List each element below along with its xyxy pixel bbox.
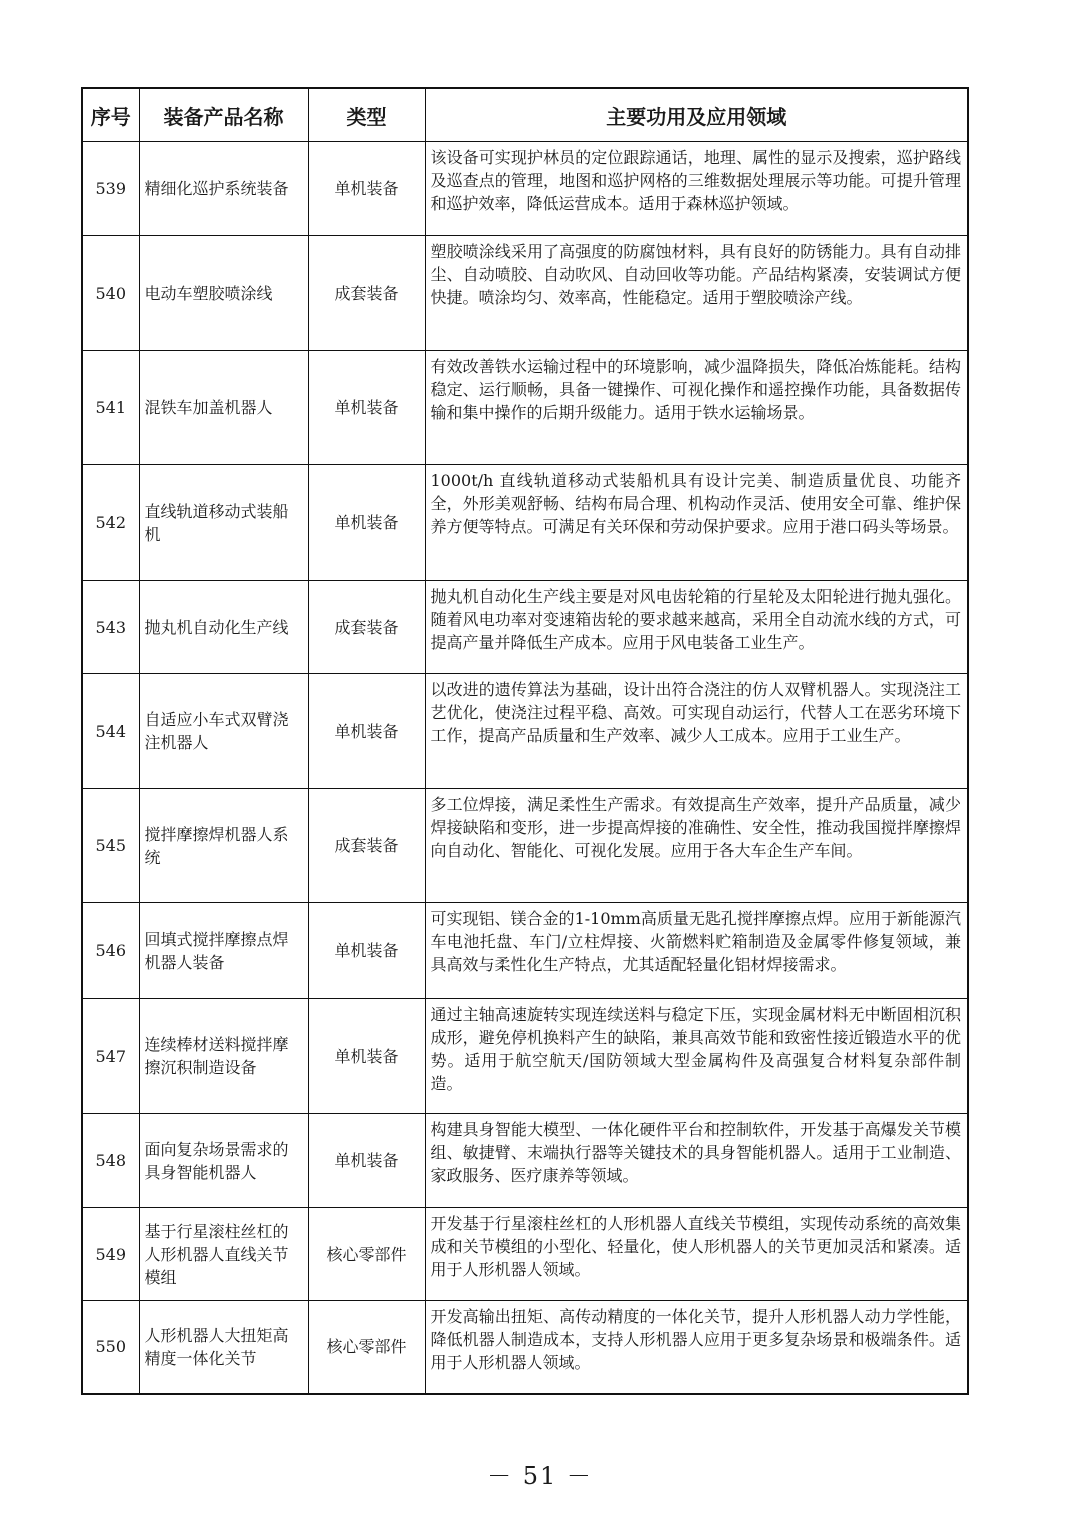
- row-seq: 550: [82, 1301, 139, 1394]
- row-seq: 541: [82, 351, 139, 465]
- table-row: [82, 1114, 968, 1208]
- row-type: 单机装备: [308, 674, 425, 789]
- row-desc: 可实现铝、镁合金的1-10mm高质量无匙孔搅拌摩擦点焊。应用于新能源汽车电池托盘、车门/立柱焊接、火箭燃料贮箱制造及金属零件修复领域，兼具高效与柔性化生产特点，尤其适配轻量化铝材焊接需求。: [425, 903, 968, 999]
- row-type: 成套装备: [308, 581, 425, 674]
- row-name: 自适应小车式双臂浇注机器人: [139, 674, 308, 789]
- row-type: 单机装备: [308, 465, 425, 581]
- row-type: 单机装备: [308, 351, 425, 465]
- header-name: 装备产品名称: [139, 88, 308, 142]
- header-type: 类型: [308, 88, 425, 142]
- row-desc: 以改进的遗传算法为基础，设计出符合浇注的仿人双臂机器人。实现浇注工艺优化，使浇注过程平稳、高效。可实现自动运行，代替人工在恶劣环境下工作，提高产品质量和生产效率、减少人工成本。应用于工业生产。: [425, 674, 968, 789]
- row-type: 成套装备: [308, 236, 425, 351]
- row-desc: 抛丸机自动化生产线主要是对风电齿轮箱的行星轮及太阳轮进行抛丸强化。随着风电功率对变速箱齿轮的要求越来越高，采用全自动流水线的方式，可提高产量并降低生产成本。应用于风电装备工业生产。: [425, 581, 968, 674]
- table-row: [82, 465, 968, 581]
- table-header-row: [82, 88, 968, 142]
- row-type: 核心零部件: [308, 1301, 425, 1394]
- row-desc: 构建具身智能大模型、一体化硬件平台和控制软件，开发基于高爆发关节模组、敏捷臂、末端执行器等关键技术的具身智能机器人。适用于工业制造、家政服务、医疗康养等领域。: [425, 1114, 968, 1208]
- table-row: [82, 903, 968, 999]
- row-name: 搅拌摩擦焊机器人系统: [139, 789, 308, 903]
- row-seq: 546: [82, 903, 139, 999]
- row-desc: 塑胶喷涂线采用了高强度的防腐蚀材料，具有良好的防锈能力。具有自动排尘、自动喷胶、自动吹风、自动回收等功能。产品结构紧凑，安装调试方便快捷。喷涂均匀、效率高，性能稳定。适用于塑胶喷涂产线。: [425, 236, 968, 351]
- row-type: 单机装备: [308, 1114, 425, 1208]
- row-name: 回填式搅拌摩擦点焊机器人装备: [139, 903, 308, 999]
- row-desc: 1000t/h 直线轨道移动式装船机具有设计完美、制造质量优良、功能齐全，外形美观舒畅、结构布局合理、机构动作灵活、使用安全可靠、维护保养方便等特点。可满足有关环保和劳动保护要求。应用于港口码头等场景。: [425, 465, 968, 581]
- row-desc: 多工位焊接，满足柔性生产需求。有效提高生产效率，提升产品质量，减少焊接缺陷和变形，进一步提高焊接的准确性、安全性，推动我国搅拌摩擦焊向自动化、智能化、可视化发展。应用于各大车企生产车间。: [425, 789, 968, 903]
- table-row: [82, 581, 968, 674]
- header-seq: 序号: [82, 88, 139, 142]
- equipment-table: [81, 87, 969, 1395]
- row-name: 连续棒材送料搅拌摩擦沉积制造设备: [139, 999, 308, 1114]
- row-name: 抛丸机自动化生产线: [139, 581, 308, 674]
- row-desc: 通过主轴高速旋转实现连续送料与稳定下压，实现金属材料无中断固相沉积成形，避免停机换料产生的缺陷，兼具高效节能和致密性接近锻造水平的优势。适用于航空航天/国防领域大型金属构件及高强复合材料复杂部件制造。: [425, 999, 968, 1114]
- row-seq: 542: [82, 465, 139, 581]
- row-name: 基于行星滚柱丝杠的人形机器人直线关节模组: [139, 1208, 308, 1301]
- row-type: 单机装备: [308, 142, 425, 236]
- row-desc: 开发高输出扭矩、高传动精度的一体化关节，提升人形机器人动力学性能，降低机器人制造成本，支持人形机器人应用于更多复杂场景和极端条件。适用于人形机器人领域。: [425, 1301, 968, 1394]
- row-type: 核心零部件: [308, 1208, 425, 1301]
- row-desc: 该设备可实现护林员的定位跟踪通话，地理、属性的显示及搜索，巡护路线及巡查点的管理，地图和巡护网格的三维数据处理展示等功能。可提升管理和巡护效率，降低运营成本。适用于森林巡护领域。: [425, 142, 968, 236]
- row-name: 面向复杂场景需求的具身智能机器人: [139, 1114, 308, 1208]
- row-seq: 539: [82, 142, 139, 236]
- table-row: [82, 351, 968, 465]
- row-desc: 开发基于行星滚柱丝杠的人形机器人直线关节模组，实现传动系统的高效集成和关节模组的小型化、轻量化，使人形机器人的关节更加灵活和紧凑。适用于人形机器人领域。: [425, 1208, 968, 1301]
- header-desc: 主要功用及应用领域: [425, 88, 968, 142]
- table-row: [82, 999, 968, 1114]
- row-type: 单机装备: [308, 903, 425, 999]
- table-row: [82, 674, 968, 789]
- row-desc: 有效改善铁水运输过程中的环境影响，减少温降损失，降低冶炼能耗。结构稳定、运行顺畅，具备一键操作、可视化操作和遥控操作功能，具备数据传输和集中操作的后期升级能力。适用于铁水运输场景。: [425, 351, 968, 465]
- row-name: 混铁车加盖机器人: [139, 351, 308, 465]
- table-row: [82, 1208, 968, 1301]
- row-seq: 549: [82, 1208, 139, 1301]
- row-type: 成套装备: [308, 789, 425, 903]
- row-seq: 543: [82, 581, 139, 674]
- row-name: 电动车塑胶喷涂线: [139, 236, 308, 351]
- page-number: － 51 －: [487, 1462, 593, 1490]
- row-name: 直线轨道移动式装船机: [139, 465, 308, 581]
- row-name: 精细化巡护系统装备: [139, 142, 308, 236]
- table-row: [82, 236, 968, 351]
- row-seq: 544: [82, 674, 139, 789]
- table-row: [82, 789, 968, 903]
- row-type: 单机装备: [308, 999, 425, 1114]
- row-seq: 540: [82, 236, 139, 351]
- table-row: [82, 142, 968, 236]
- table-row: [82, 1301, 968, 1394]
- row-name: 人形机器人大扭矩高精度一体化关节: [139, 1301, 308, 1394]
- row-seq: 545: [82, 789, 139, 903]
- row-seq: 548: [82, 1114, 139, 1208]
- row-seq: 547: [82, 999, 139, 1114]
